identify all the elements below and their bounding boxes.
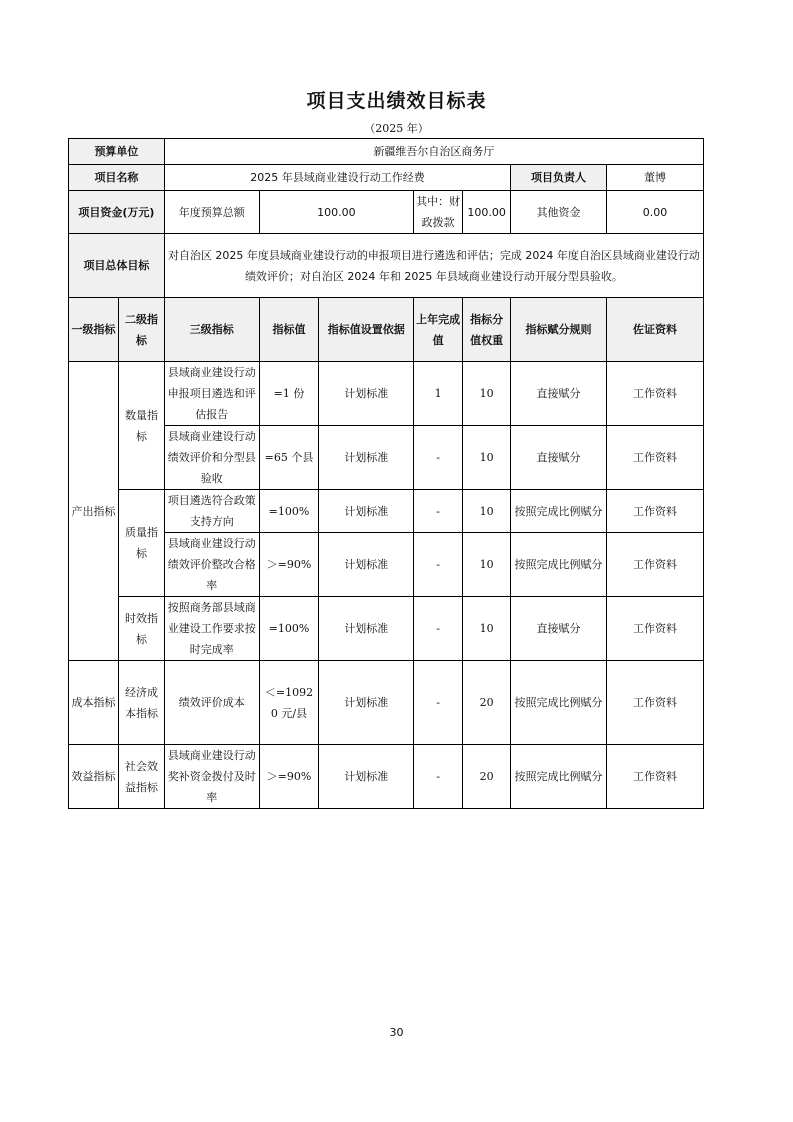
table-row: [69, 426, 704, 490]
evidence-cell: 工作资料: [606, 597, 703, 661]
evidence-cell: 工作资料: [606, 426, 703, 490]
group-economic-cost: 经济成本指标: [119, 661, 165, 745]
weight-cell: 20: [463, 745, 511, 809]
table-row: [69, 362, 704, 426]
weight-cell: 10: [463, 490, 511, 533]
annual-budget-label: 年度预算总额: [164, 191, 259, 234]
project-name-row: [69, 165, 704, 191]
col-weight: 指标分值权重: [463, 298, 511, 362]
rule-cell: 按照完成比例赋分: [511, 533, 607, 597]
indicator-cell: 县域商业建设行动绩效评价整改合格率: [164, 533, 259, 597]
weight-cell: 10: [463, 533, 511, 597]
group-benefit: 效益指标: [69, 745, 119, 809]
basis-cell: 计划标准: [319, 426, 414, 490]
group-cost: 成本指标: [69, 661, 119, 745]
group-timeliness: 时效指标: [119, 597, 165, 661]
col-basis: 指标值设置依据: [319, 298, 414, 362]
table-row: [69, 490, 704, 533]
project-lead-value: 董博: [606, 165, 703, 191]
last-year-cell: -: [414, 490, 463, 533]
indicator-cell: 县域商业建设行动绩效评价和分型县验收: [164, 426, 259, 490]
budget-unit-row: [69, 139, 704, 165]
value-cell: =100%: [259, 490, 319, 533]
value-cell: ＜=10920 元/县: [259, 661, 319, 745]
other-funds-label: 其他资金: [511, 191, 607, 234]
value-cell: =100%: [259, 597, 319, 661]
year-subtitle: （2025 年）: [364, 122, 429, 135]
indicator-cell: 县域商业建设行动奖补资金拨付及时率: [164, 745, 259, 809]
column-header-row: [69, 298, 704, 362]
page-number: 30: [389, 1026, 404, 1039]
evidence-cell: 工作资料: [606, 661, 703, 745]
rule-cell: 按照完成比例赋分: [511, 490, 607, 533]
evidence-cell: 工作资料: [606, 362, 703, 426]
table-row: [69, 597, 704, 661]
performance-goal-table: [68, 138, 704, 809]
col-level2: 二级指标: [119, 298, 165, 362]
last-year-cell: -: [414, 426, 463, 490]
indicator-cell: 项目遴选符合政策支持方向: [164, 490, 259, 533]
table-row: [69, 661, 704, 745]
project-name-label: 项目名称: [69, 165, 165, 191]
weight-cell: 20: [463, 661, 511, 745]
basis-cell: 计划标准: [319, 533, 414, 597]
last-year-cell: -: [414, 661, 463, 745]
basis-cell: 计划标准: [319, 597, 414, 661]
rule-cell: 按照完成比例赋分: [511, 661, 607, 745]
basis-cell: 计划标准: [319, 661, 414, 745]
col-evidence: 佐证资料: [606, 298, 703, 362]
indicator-cell: 县域商业建设行动申报项目遴选和评估报告: [164, 362, 259, 426]
col-rule: 指标赋分规则: [511, 298, 607, 362]
page-title: 项目支出绩效目标表: [306, 90, 487, 112]
fiscal-label: 其中：财政拨款: [414, 191, 463, 234]
value-cell: ＞=90%: [259, 533, 319, 597]
rule-cell: 直接赋分: [511, 362, 607, 426]
indicator-cell: 绩效评价成本: [164, 661, 259, 745]
rule-cell: 直接赋分: [511, 597, 607, 661]
rule-cell: 直接赋分: [511, 426, 607, 490]
weight-cell: 10: [463, 362, 511, 426]
project-lead-label: 项目负责人: [511, 165, 607, 191]
group-quality: 质量指标: [119, 490, 165, 597]
group-output: 产出指标: [69, 362, 119, 661]
goal-text: 对自治区 2025 年度县域商业建设行动的申报项目进行遴选和评估；完成 2024 年度自治区县域商业建设行动绩效评价；对自治区 2024 年和 2025 年县域商业建设行动开展分型县验收。: [164, 234, 703, 298]
last-year-cell: -: [414, 597, 463, 661]
weight-cell: 10: [463, 597, 511, 661]
last-year-cell: 1: [414, 362, 463, 426]
other-funds-value: 0.00: [606, 191, 703, 234]
basis-cell: 计划标准: [319, 362, 414, 426]
table-row: [69, 533, 704, 597]
group-quantity: 数量指标: [119, 362, 165, 490]
last-year-cell: -: [414, 745, 463, 809]
evidence-cell: 工作资料: [606, 745, 703, 809]
fiscal-value: 100.00: [463, 191, 511, 234]
fund-row: [69, 191, 704, 234]
goal-row: [69, 234, 704, 298]
value-cell: ＞=90%: [259, 745, 319, 809]
col-value: 指标值: [259, 298, 319, 362]
value-cell: =1 份: [259, 362, 319, 426]
annual-budget-value: 100.00: [259, 191, 413, 234]
rule-cell: 按照完成比例赋分: [511, 745, 607, 809]
table-row: [69, 745, 704, 809]
last-year-cell: -: [414, 533, 463, 597]
group-social-benefit: 社会效益指标: [119, 745, 165, 809]
goal-label: 项目总体目标: [69, 234, 165, 298]
col-last-year: 上年完成值: [414, 298, 463, 362]
indicator-cell: 按照商务部县域商业建设工作要求按时完成率: [164, 597, 259, 661]
budget-unit-label: 预算单位: [69, 139, 165, 165]
col-level1: 一级指标: [69, 298, 119, 362]
budget-unit-value: 新疆维吾尔自治区商务厅: [164, 139, 703, 165]
evidence-cell: 工作资料: [606, 533, 703, 597]
weight-cell: 10: [463, 426, 511, 490]
basis-cell: 计划标准: [319, 745, 414, 809]
fund-label: 项目资金(万元): [69, 191, 165, 234]
project-name-value: 2025 年县域商业建设行动工作经费: [164, 165, 510, 191]
col-level3: 三级指标: [164, 298, 259, 362]
evidence-cell: 工作资料: [606, 490, 703, 533]
value-cell: =65 个县: [259, 426, 319, 490]
basis-cell: 计划标准: [319, 490, 414, 533]
